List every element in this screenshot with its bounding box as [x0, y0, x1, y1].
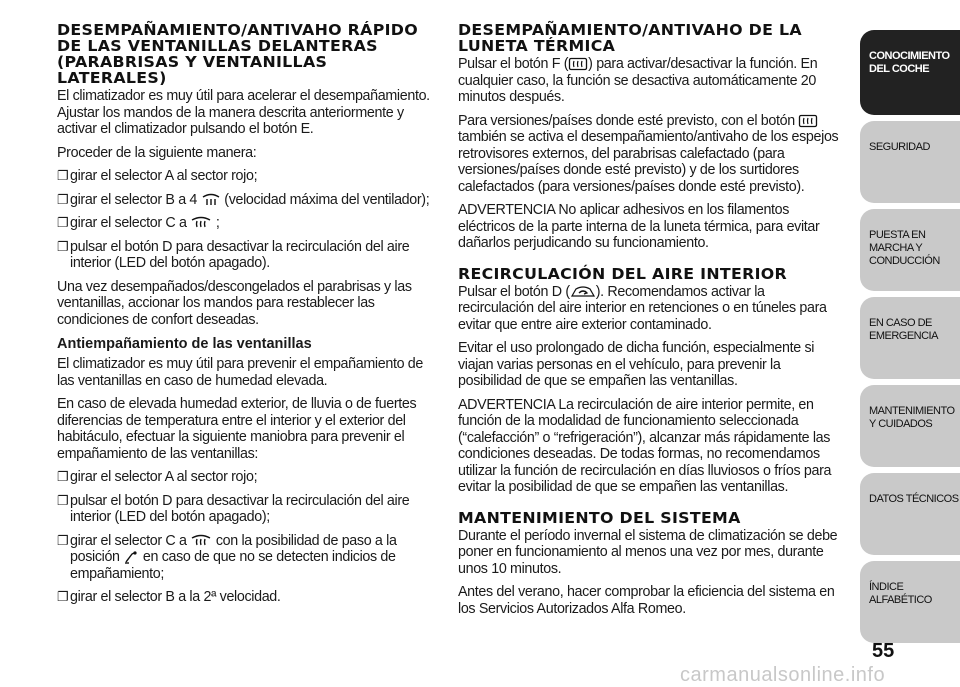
windscreen-defrost-icon — [190, 216, 212, 230]
list-item: ❐ girar el selector A al sector rojo; — [57, 168, 258, 184]
list-item: ❐ pulsar el botón D para desactivar la recirculación del aire interior (LED del botón apagado). — [57, 238, 410, 271]
paragraph: Una vez desempañados/descongelados el parabrisas y las ventanillas, accionar los mandos para restablecer las condiciones de confort deseadas. — [57, 278, 412, 328]
list-item: ❐ girar el selector C a con la posibilidad de paso a la posición en caso de que no se detecten indicios de empañamiento; — [57, 532, 397, 582]
section-title-quick-defog: DESEMPAÑAMIENTO/ANTIVAHO RÁPIDO DE LAS VENTANILLAS DELANTERAS (PARABRISAS Y VENTANILLAS LATERALES) — [57, 21, 418, 87]
list-item: ❐ girar el selector B a la 2ª velocidad. — [57, 589, 281, 605]
checkbox-bullet-icon: ❐ — [57, 168, 69, 183]
checkbox-bullet-icon: ❐ — [57, 191, 69, 207]
paragraph: ADVERTENCIA No aplicar adhesivos en los filamentos eléctricos de la parte interna de la luneta térmica, para evitar dañarlos perjudicando su funcionamiento. — [458, 202, 820, 251]
checkbox-bullet-icon: ❐ — [57, 215, 69, 230]
tab-datos-tecnicos[interactable]: DATOS TÉCNICOS — [860, 473, 960, 555]
tab-mantenimiento[interactable]: MANTENIMIENTO Y CUIDADOS — [860, 385, 960, 467]
tab-conocimiento-del-coche[interactable]: CONOCIMIENTO DEL COCHE — [860, 30, 960, 115]
list-item: ❐ pulsar el botón D para desactivar la recirculación del aire interior (LED del botón apagado); — [57, 492, 410, 525]
left-column — [57, 22, 435, 613]
rear-window-defrost-icon — [798, 114, 818, 128]
section-title-maintenance: MANTENIMIENTO DEL SISTEMA — [458, 508, 741, 527]
paragraph: Pulsar el botón D ( ). Recomendamos activar la recirculación del aire interior en retenciones o en túneles para evitar que entre aire exterior contaminado. — [458, 283, 827, 333]
chapter-sidebar — [860, 30, 960, 649]
checkbox-bullet-icon: ❐ — [57, 532, 69, 548]
paragraph: ADVERTENCIA La recirculación de aire interior permite, en función de la modalidad de funcionamiento seleccionada (“calefacción” o “refrigeración”), alcanzar más rápidamente las condiciones deseadas. De todas formas, no recomendamos utilizar la función de recirculación en días lluviosos o fríos para evitar la posibilidad de que se empañen las ventanillas. — [458, 396, 832, 495]
checkbox-bullet-icon: ❐ — [57, 469, 69, 484]
tab-puesta-en-marcha[interactable]: PUESTA EN MARCHA Y CONDUCCIÓN — [860, 209, 960, 291]
feet-windscreen-icon — [123, 550, 139, 564]
paragraph: Evitar el uso prolongado de dicha función, especialmente si viajan varias personas en el vehículo, para prevenir la posibilidad de que se empañen las ventanillas. — [458, 340, 815, 389]
tab-en-caso-de-emergencia[interactable]: EN CASO DE EMERGENCIA — [860, 297, 960, 379]
paragraph: El climatizador es muy útil para prevenir el empañamiento de las ventanillas en caso de humedad elevada. — [57, 356, 423, 389]
list-item: ❐ girar el selector B a 4 (velocidad máxima del ventilador); — [57, 191, 430, 208]
paragraph: Pulsar el botón F ( ) para activar/desactivar la función. En cualquier caso, la función se desactiva automáticamente 20 minutos después. — [458, 56, 818, 105]
paragraph: Durante el período invernal el sistema de climatización se debe poner en funcionamiento al menos una vez por mes, durante unos 10 minutos. — [458, 527, 838, 577]
watermark: carmanualsonline.info — [680, 664, 886, 686]
paragraph: En caso de elevada humedad exterior, de lluvia o de fuertes diferencias de temperatura entre el interior y el exterior del habitáculo, efectuar la siguiente maniobra para prevenir el empañamiento de las ventanillas: — [57, 396, 417, 462]
rear-window-defrost-icon — [568, 57, 588, 71]
fan-icon — [201, 193, 221, 207]
tab-indice-alfabetico[interactable]: ÍNDICE ALFABÉTICO — [860, 561, 960, 643]
section-title-rear-defrost: DESEMPAÑAMIENTO/ANTIVAHO DE LA LUNETA TÉRMICA — [458, 21, 802, 55]
recirculation-icon — [570, 285, 596, 299]
list-item: ❐ girar el selector A al sector rojo; — [57, 469, 258, 485]
paragraph: Antes del verano, hacer comprobar la eficiencia del sistema en los Servicios Autorizados Alfa Romeo. — [458, 584, 835, 617]
paragraph: El climatizador es muy útil para acelerar el desempañamiento. Ajustar los mandos de la manera descrita anteriormente y activar el climatizador pulsando el botón E. — [57, 88, 430, 137]
paragraph: Proceder de la siguiente manera: — [57, 144, 257, 161]
subsection-title-anti-fog: Antiempañamiento de las ventanillas — [57, 336, 312, 352]
tab-seguridad[interactable]: SEGURIDAD — [860, 121, 960, 203]
list-item: ❐ girar el selector C a ; — [57, 215, 220, 231]
paragraph: Para versiones/países donde esté previsto, con el botón también se activa el desempañamiento/antivaho de los espejos retrovisores externos, del parabrisas calefactado (para versiones/países donde esté previsto) y de los surtidores calefactados (para versiones/países donde esté previsto). — [458, 112, 839, 195]
section-title-recirculation: RECIRCULACIÓN DEL AIRE INTERIOR — [458, 264, 787, 283]
checkbox-bullet-icon: ❐ — [57, 589, 69, 604]
windscreen-defrost-icon — [190, 534, 212, 548]
page-number: 55 — [872, 640, 895, 662]
right-column — [458, 22, 842, 624]
checkbox-bullet-icon: ❐ — [57, 238, 69, 254]
checkbox-bullet-icon: ❐ — [57, 492, 69, 508]
